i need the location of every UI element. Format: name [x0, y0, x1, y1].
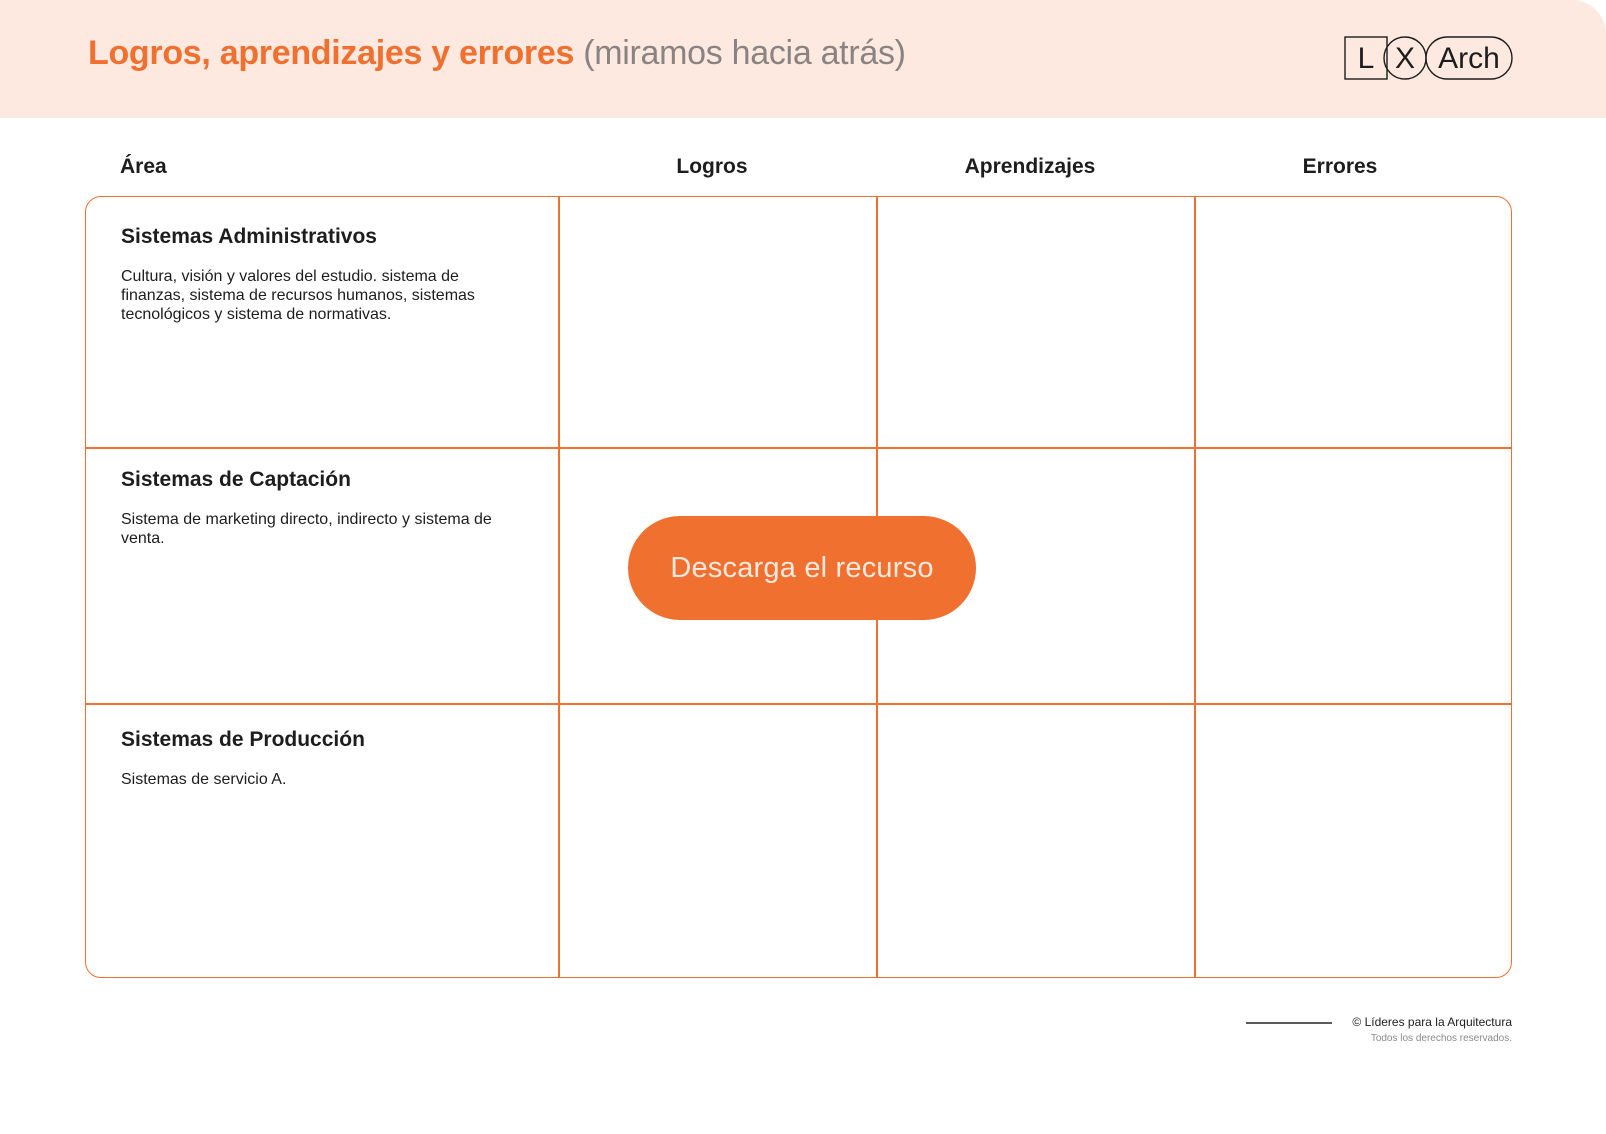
grid-divider-horizontal [86, 703, 1511, 705]
logo-word-arch: Arch [1438, 42, 1500, 75]
grid-divider-vertical [1194, 197, 1196, 977]
header-bar [0, 0, 1606, 118]
lxarch-logo [1344, 36, 1514, 82]
page-title [88, 34, 906, 73]
logo-letter-x: X [1394, 42, 1416, 75]
area-row-administrativos [121, 224, 501, 324]
column-header-aprendizajes: Aprendizajes [964, 155, 1096, 178]
page-title-subtitle: (miramos hacia atrás) [583, 34, 906, 72]
column-header-errores: Errores [1302, 155, 1378, 178]
page-title-main: Logros, aprendizajes y errores [88, 34, 575, 72]
column-header-area: Área [120, 155, 167, 178]
grid-divider-horizontal [86, 447, 1511, 449]
area-description: Cultura, visión y valores del estudio. sistema de finanzas, sistema de recursos humanos, sistemas tecnológicos y sistema de normativas. [121, 268, 475, 324]
area-title: Sistemas de Captación [121, 468, 351, 491]
area-row-produccion [121, 727, 501, 789]
footer-copyright: © Líderes para la Arquitectura [1352, 1015, 1512, 1029]
area-title: Sistemas Administrativos [121, 225, 377, 248]
area-row-captacion [121, 467, 501, 548]
download-resource-button[interactable]: Descarga el recurso [628, 516, 976, 620]
area-title: Sistemas de Producción [121, 728, 365, 751]
grid-divider-vertical [558, 197, 560, 977]
column-header-logros: Logros [676, 155, 748, 178]
logo-letter-l: L [1357, 42, 1375, 75]
footer-rights: Todos los derechos reservados. [1370, 1033, 1512, 1044]
footer-divider [1246, 1022, 1332, 1024]
area-description: Sistema de marketing directo, indirecto y sistema de venta. [121, 511, 492, 548]
area-description: Sistemas de servicio A. [121, 771, 287, 789]
